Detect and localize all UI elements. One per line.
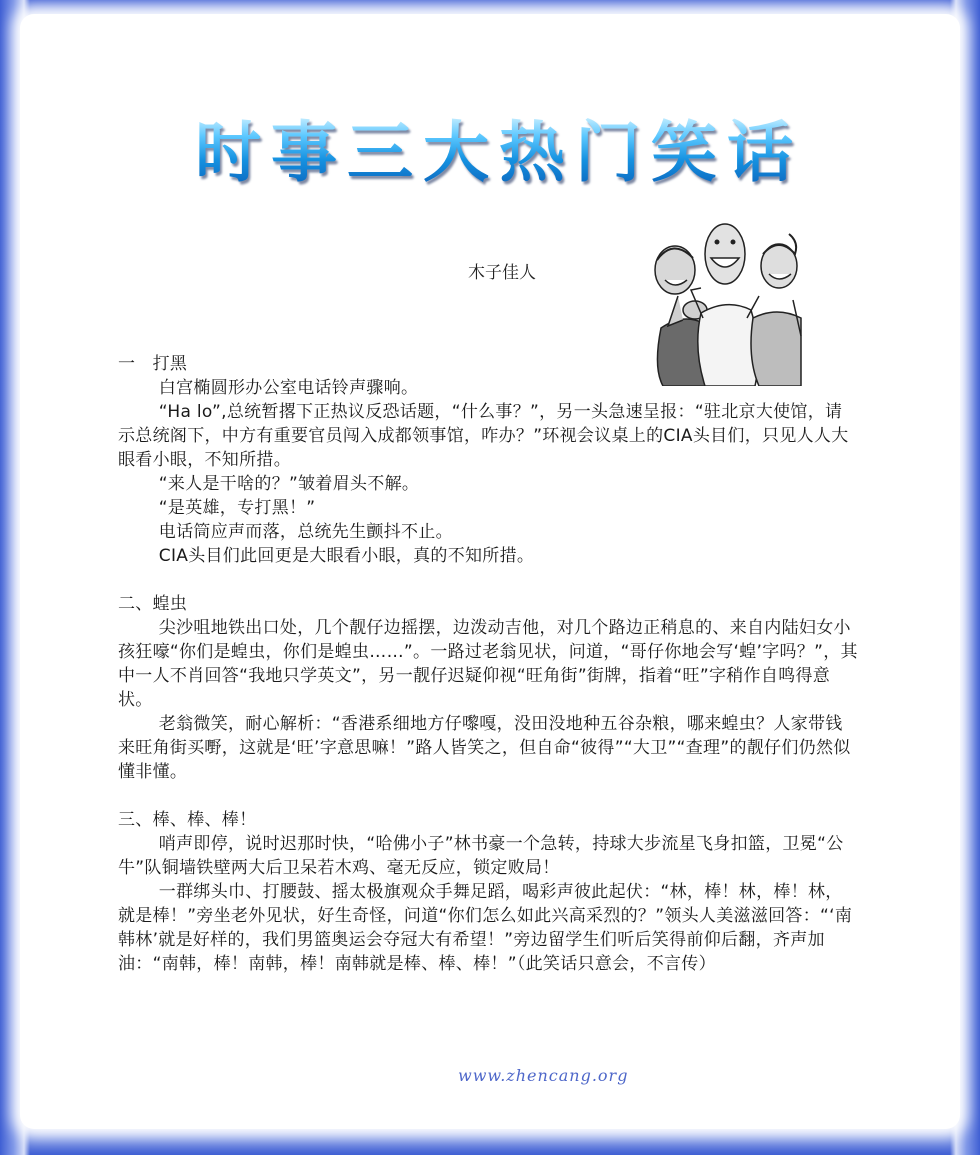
author-name: 木子佳人 [468, 263, 536, 283]
page-title: 时事三大热门笑话 [195, 113, 803, 191]
paragraph: 老翁微笑，耐心解析：“香港系细地方仔嚟嘎，没田没地种五谷杂粮，哪来蝗虫？人家带钱来旺角街买嘢，这就是‘旺’字意思嘛！”路人皆笑之，但自命“彼得”“大卫”“查理”的靓仔们仍然似懂非懂。 [118, 714, 851, 782]
paragraph: “Ha lo”,总统暂撂下正热议反恐话题，“什么事？”，另一头急速呈报：“驻北京大使馆，请示总统阁下，中方有重要官员闯入成都领事馆，咋办？”环视会议桌上的CIA头目们，只见人人大眼看小眼，不知所措。 [118, 402, 849, 470]
section-heading: 二、蝗虫 [118, 594, 188, 614]
paragraph: 白宫椭圆形办公室电话铃声骤响。 [158, 378, 419, 398]
section-spacer [118, 568, 858, 592]
section-heading: 三、棒、棒、棒！ [118, 810, 257, 830]
section-heading: 一 打黑 [118, 354, 188, 374]
paragraph: 哨声即停，说时迟那时快，“哈佛小子”林书豪一个急转，持球大步流星飞身扣篮，卫冕“公牛”队铜墙铁壁两大后卫呆若木鸡、毫无反应，锁定败局！ [118, 834, 844, 878]
paragraph: CIA头目们此回更是大眼看小眼，真的不知所措。 [158, 546, 535, 566]
paragraph: 一群绑头巾、打腰鼓、摇太极旗观众手舞足蹈，喝彩声彼此起伏：“林，棒！林，棒！林，就是棒！”旁坐老外见状，好生奇怪，问道“你们怎么如此兴高采烈的？”领头人美滋滋回答：“‘南韩林’就是好样的，我们男篮奥运会夺冠大有希望！”旁边留学生们听后笑得前仰后翻，齐声加油：“南韩，棒！南韩，棒！南韩就是棒、棒、棒！”（此笑话只意会，不言传） [118, 882, 853, 974]
website-url: www.zhencang.org [458, 1066, 629, 1085]
paragraph: 尖沙咀地铁出口处，几个靓仔边摇摆，边泼动吉他，对几个路边正稍息的、来自内陆妇女小孩狂嚎“你们是蝗虫，你们是蝗虫……”。一路过老翁见状，问道，“哥仔你地会写‘蝗’字吗？”，其中一人不肖回答“我地只学英文”，另一靓仔迟疑仰视“旺角街”街牌，指着“旺”字稍作自鸣得意状。 [118, 618, 858, 710]
section-spacer [118, 784, 858, 808]
paragraph: “来人是干啥的？”皱着眉头不解。 [158, 474, 420, 494]
paragraph: “是英雄，专打黑！” [158, 498, 316, 518]
paragraph: 电话筒应声而落，总统先生颤抖不止。 [158, 522, 453, 542]
article-body [118, 352, 858, 976]
